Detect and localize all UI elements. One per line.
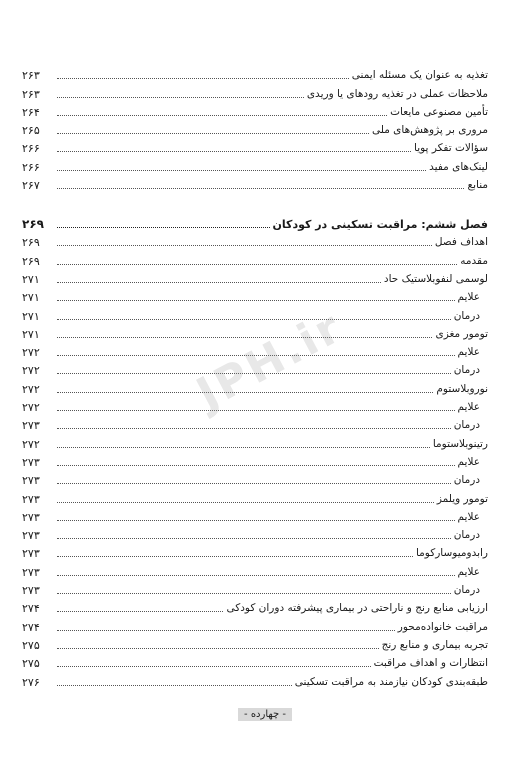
dot-leader (57, 319, 451, 320)
dot-leader (57, 97, 304, 98)
entry-page: ۲۷۶ (22, 675, 40, 689)
entry-page: ۲۷۱ (22, 291, 40, 305)
entry-title: علایم (457, 291, 480, 304)
entry-title: لینک‌های مفید (429, 160, 488, 173)
entry-title: لوسمی لنفوبلاستیک حاد (383, 272, 488, 285)
entry-title: رابدومیوسارکوما (415, 547, 488, 560)
entry-title: اهداف فصل (434, 236, 488, 249)
entry-page: ۲۷۵ (22, 657, 40, 671)
entry-page: ۲۶۷ (22, 179, 40, 193)
entry-title: سؤالات تفکر پویا (414, 142, 488, 155)
toc-entry (22, 231, 488, 249)
entry-page: ۲۷۲ (22, 364, 40, 378)
entry-title: تومور ویلمز (436, 492, 488, 505)
entry-title: مروری بر پژوهش‌های ملی (371, 124, 488, 137)
entry-page: ۲۷۳ (22, 565, 40, 579)
dot-leader (57, 300, 455, 301)
dot-leader (57, 133, 369, 134)
dot-leader (57, 556, 413, 557)
chapter-title: فصل ششم: مراقبت تسکینی در کودکان (272, 218, 488, 232)
entry-title: درمان (453, 309, 480, 322)
page-number: - چهارده - (238, 708, 292, 721)
dot-leader (57, 575, 455, 576)
toc-subentry (22, 469, 488, 487)
entry-title: مراقبت خانواده‌محور (397, 620, 488, 633)
toc-entry (22, 615, 488, 633)
toc-entry (22, 634, 488, 652)
dot-leader (57, 282, 381, 283)
entry-title: درمان (453, 529, 480, 542)
toc-entry (22, 137, 488, 155)
entry-title: تأمین مصنوعی مایعات (390, 105, 488, 118)
dot-leader (57, 78, 349, 79)
dot-leader (57, 611, 223, 612)
dot-leader (57, 520, 455, 521)
toc-entry (22, 101, 488, 119)
watermark: JPH.ir (188, 301, 352, 420)
entry-title: علایم (457, 510, 480, 523)
entry-page: ۲۶۹ (22, 254, 40, 268)
entry-page: ۲۷۳ (22, 510, 40, 524)
entry-title: درمان (453, 474, 480, 487)
entry-title: علایم (457, 346, 480, 359)
toc-subentry (22, 286, 488, 304)
entry-title: تغذیه به عنوان یک مسئله ایمنی (351, 69, 488, 82)
toc-entry (22, 597, 488, 615)
dot-leader (57, 447, 430, 448)
toc-entry (22, 64, 488, 82)
entry-title: ارزیابی منابع رنج و ناراحتی در بیماری پیشرفته دوران کودکی (226, 602, 488, 615)
chapter-page: ۲۶۹ (22, 217, 44, 232)
toc-entry (22, 249, 488, 267)
entry-title: تجربه بیماری و منابع رنج (381, 638, 488, 651)
toc-subentry (22, 506, 488, 524)
entry-page: ۲۷۳ (22, 584, 40, 598)
dot-leader (57, 170, 426, 171)
toc-entry (22, 542, 488, 560)
entry-title: منابع (467, 179, 488, 192)
entry-page: ۲۷۳ (22, 547, 40, 561)
toc-entry (22, 432, 488, 450)
dot-leader (57, 428, 451, 429)
toc-entry (22, 119, 488, 137)
dot-leader (57, 151, 411, 152)
dot-leader (57, 410, 455, 411)
toc-entry (22, 174, 488, 192)
entry-title: ملاحظات عملی در تغذیه رودهای یا وریدی (306, 87, 488, 100)
entry-page: ۲۷۱ (22, 309, 40, 323)
entry-page: ۲۷۵ (22, 638, 40, 652)
entry-title: درمان (453, 419, 480, 432)
dot-leader (57, 188, 464, 189)
dot-leader (57, 115, 387, 116)
entry-page: ۲۷۱ (22, 272, 40, 286)
entry-title: علایم (457, 401, 480, 414)
dot-leader (57, 227, 270, 228)
toc-subentry (22, 396, 488, 414)
entry-page: ۲۷۴ (22, 620, 40, 634)
toc-subentry (22, 560, 488, 578)
entry-title: تومور مغزی (435, 327, 488, 340)
entry-title: درمان (453, 364, 480, 377)
entry-title: علایم (457, 455, 480, 468)
toc-entry (22, 670, 488, 688)
entry-page: ۲۶۳ (22, 87, 40, 101)
entry-page: ۲۷۳ (22, 492, 40, 506)
entry-page: ۲۷۱ (22, 327, 40, 341)
entry-page: ۲۷۳ (22, 455, 40, 469)
entry-title: طبقه‌بندی کودکان نیازمند به مراقبت تسکینی (294, 675, 488, 688)
dot-leader (57, 648, 379, 649)
dot-leader (57, 465, 455, 466)
entry-title: انتظارات و اهداف مراقبت (373, 657, 488, 670)
entry-page: ۲۶۳ (22, 69, 40, 83)
toc-entry (22, 487, 488, 505)
entry-page: ۲۷۲ (22, 346, 40, 360)
toc-subentry (22, 414, 488, 432)
toc-entry (22, 652, 488, 670)
toc-entry (22, 82, 488, 100)
page-footer (0, 709, 530, 720)
toc-entry (22, 268, 488, 286)
entry-page: ۲۷۲ (22, 382, 40, 396)
entry-page: ۲۶۹ (22, 236, 40, 250)
dot-leader (57, 666, 371, 667)
dot-leader (57, 337, 432, 338)
toc-subentry (22, 579, 488, 597)
entry-page: ۲۶۶ (22, 160, 40, 174)
entry-page: ۲۶۶ (22, 142, 40, 156)
entry-title: مقدمه (460, 254, 488, 267)
dot-leader (57, 483, 451, 484)
dot-leader (57, 264, 457, 265)
dot-leader (57, 502, 434, 503)
toc-subentry (22, 304, 488, 322)
entry-page: ۲۷۴ (22, 602, 40, 616)
dot-leader (57, 245, 432, 246)
dot-leader (57, 593, 451, 594)
toc-entry (22, 155, 488, 173)
toc-subentry (22, 524, 488, 542)
dot-leader (57, 685, 292, 686)
entry-title: رتینوبلاستوما (432, 437, 488, 450)
entry-page: ۲۷۳ (22, 474, 40, 488)
dot-leader (57, 630, 395, 631)
entry-title: نوروبلاستوم (436, 382, 488, 395)
toc-subentry (22, 451, 488, 469)
entry-page: ۲۶۵ (22, 124, 40, 138)
entry-page: ۲۷۳ (22, 419, 40, 433)
entry-page: ۲۷۲ (22, 401, 40, 415)
chapter-heading (22, 209, 488, 231)
entry-title: درمان (453, 584, 480, 597)
entry-page: ۲۷۳ (22, 529, 40, 543)
entry-title: علایم (457, 565, 480, 578)
entry-page: ۲۶۴ (22, 105, 40, 119)
dot-leader (57, 538, 451, 539)
entry-page: ۲۷۲ (22, 437, 40, 451)
